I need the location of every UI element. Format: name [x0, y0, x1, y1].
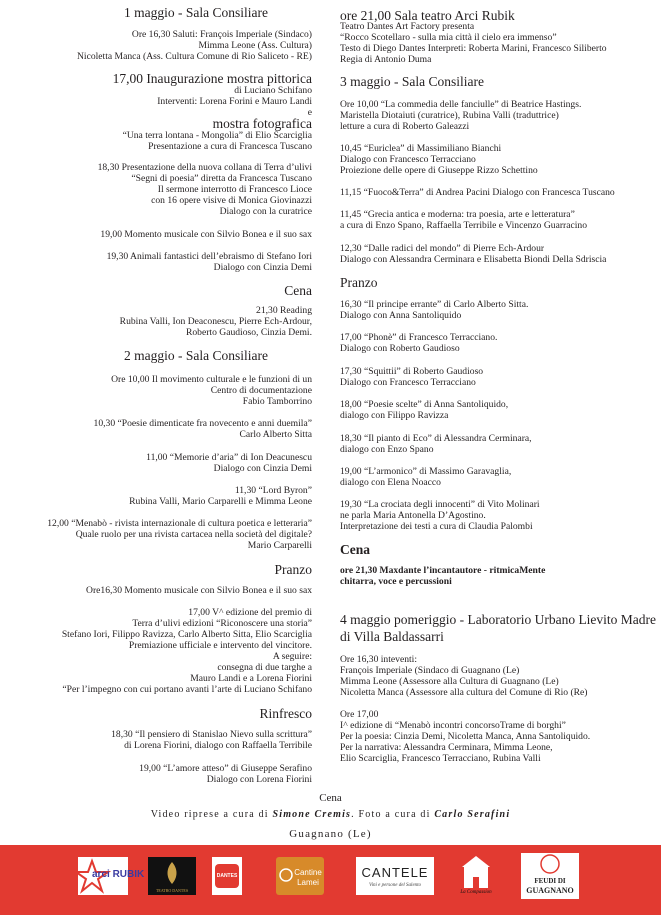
logo-teatro-dantes: [148, 857, 196, 895]
right-program-line: Proiezione delle opere di Giuseppe Rizzo Schettino: [340, 165, 538, 176]
credits-video-author: Simone Cremis: [272, 809, 352, 820]
left-program-line: di Luciano Schifano: [234, 85, 312, 96]
logo-cantele-sub: Vini e persone del Salento: [368, 883, 422, 888]
left-program-line: 19,30 Animali fantastici dell’ebraismo di Stefano Iori: [106, 251, 312, 262]
left-program-line: Nicoletta Manca (Ass. Cultura Comune di Rio Saliceto - RE): [76, 51, 312, 62]
left-program-line: 19,00 “L’amore atteso” di Giuseppe Serafino: [139, 763, 312, 774]
left-program-line: A seguire:: [272, 651, 312, 662]
right-program-line: 16,30 “Il principe errante” di Carlo Alberto Sitta.: [340, 299, 529, 310]
right-program-line: Regia di Antonio Duma: [340, 54, 432, 65]
right-program-line: ne parla Maria Antonella D’Agostino.: [340, 510, 486, 521]
logo-arci-rubik: [78, 857, 145, 895]
left-program-line: Premiazione ufficiale e intervento del vincitore.: [128, 640, 312, 651]
right-program-line: 17,30 “Squittii” di Roberto Gaudioso: [340, 366, 484, 377]
left-program-line: 2 maggio - Sala Consiliare: [124, 348, 268, 363]
right-program-line: Per la poesia: Cinzia Demi, Nicoletta Manca, Anna Santoliquido.: [340, 731, 591, 742]
credits-photo-author: Carlo Serafini: [434, 809, 511, 820]
left-program-line: Mimma Leone (Ass. Cultura): [198, 40, 312, 51]
left-program-line: Mario Carparelli: [247, 540, 312, 551]
right-program-line: ore 21,00 Sala teatro Arci Rubik: [340, 8, 515, 23]
credits-mid: . Foto a cura di: [351, 809, 435, 820]
right-program-line: François Imperiale (Sindaco di Guagnano (Le): [340, 665, 520, 676]
left-program-line: 17,00 Inaugurazione mostra pittorica: [112, 71, 312, 86]
left-program-line: con 16 opere visive di Monica Giovinazzi: [151, 195, 312, 206]
right-program-line: Dialogo con Anna Santoliquido: [340, 310, 462, 321]
right-program-line: chitarra, voce e percussioni: [340, 576, 452, 587]
right-program-line: I^ edizione di “Menabò incontri concorsoTrame di borghi”: [340, 720, 566, 731]
right-program-line: Nicoletta Manca (Assessore alla cultura del Comune di Rio (Re): [340, 687, 588, 698]
logo-arci-text: arci RUBIK: [92, 869, 145, 880]
left-program-line: Roberto Gaudioso, Cinzia Demi.: [185, 327, 312, 338]
logo-cantine-line1: Cantine: [294, 868, 322, 877]
right-program-line: dialogo con Enzo Spano: [340, 444, 434, 455]
logo-red-text: DANTES: [216, 873, 238, 879]
right-program-line: 3 maggio - Sala Consiliare: [340, 74, 484, 89]
city-label: Guagnano (Le): [289, 828, 372, 840]
left-program-line: 10,30 “Poesie dimenticate fra novecento e anni duemila”: [93, 418, 312, 429]
logo-dantes-text: TEATRO DANTES: [155, 888, 189, 893]
left-program-line: 21,30 Reading: [256, 305, 312, 316]
left-program-line: 11,00 “Memorie d’aria” di Ion Deacunescu: [146, 452, 312, 463]
left-program-line: “Per l’impegno con cui portano avanti l’arte di Luciano Schifano: [62, 684, 312, 695]
left-program-line: Ore 16,30 Saluti: François Imperiale (Sindaco): [131, 29, 312, 40]
right-program-line: Mimma Leone (Assessore alla Cultura di Guagnano (Le): [340, 676, 559, 687]
right-program-line: Elio Scarciglia, Francesco Terracciano, Rubina Valli: [340, 753, 541, 764]
right-program-line: di Villa Baldassarri: [340, 629, 444, 644]
left-program-line: 12,00 “Menabò - rivista internazionale di cultura poetica e letteraria”: [47, 518, 312, 529]
right-program-line: Teatro Dantes Art Factory presenta: [340, 21, 475, 32]
right-program-line: ore 21,30 Maxdante l’incantautore - ritmicaMente: [340, 565, 546, 576]
left-program-line: Dialogo con Cinzia Demi: [213, 262, 312, 273]
logo-feudi-line2: GUAGNANO: [526, 886, 574, 895]
closing-cena: Cena: [319, 792, 342, 804]
right-program-line: 4 maggio pomeriggio - Laboratorio Urbano Lievito Madre: [340, 612, 657, 627]
right-program-line: 19,30 “La crociata degli innocenti” di Vito Molinari: [340, 499, 540, 510]
logo-dantes-badge: [212, 857, 242, 895]
right-program-line: Testo di Diego Dantes Interpreti: Roberta Marini, Francesco Siliberto: [340, 43, 607, 54]
left-program-line: consegna di due targhe a: [217, 662, 312, 673]
logo-feudi-guagnano: [521, 853, 579, 899]
right-program-line: Interpretazione dei testi a cura di Claudia Palombi: [340, 521, 533, 532]
left-program-line: Terra d’ulivi edizioni “Riconoscere una storia”: [132, 618, 312, 629]
left-program-line: Dialogo con Cinzia Demi: [213, 463, 312, 474]
left-program-line: Carlo Alberto Sitta: [239, 429, 312, 440]
left-program-line: Mauro Landi e a Lorena Fiorini: [190, 673, 312, 684]
left-program-line: Fabio Tamborrino: [242, 396, 312, 407]
right-program-line: Cena: [340, 542, 370, 557]
right-program-line: 19,00 “L’armonico” di Massimo Garavaglia,: [340, 466, 512, 477]
right-program-line: a cura di Enzo Spano, Raffaella Terribile e Vincenzo Guarracino: [340, 220, 588, 231]
right-program-line: 11,15 “Fuoco&Terra” di Andrea Pacini Dialogo con Francesca Tuscano: [340, 187, 615, 198]
left-program-line: Quale ruolo per una rivista cartacea nella società del digitale?: [75, 529, 312, 540]
left-program-line: mostra fotografica: [212, 116, 312, 131]
left-program-line: Presentazione a cura di Francesca Tuscano: [148, 141, 312, 152]
right-program-line: “Rocco Scotellaro - sulla mia città il cielo era immenso”: [340, 32, 557, 43]
right-program-line: dialogo con Elena Noacco: [340, 477, 441, 488]
logo-cantele-text: CANTELE: [361, 865, 429, 880]
right-program-line: Pranzo: [340, 275, 378, 290]
left-program-line: Cena: [284, 283, 312, 298]
left-program-line: Rubina Valli, Ion Deaconescu, Pierre Ech-Ardour,: [119, 316, 312, 327]
left-program-line: Ore16,30 Momento musicale con Silvio Bonea e il suo sax: [86, 585, 312, 596]
left-program-line: 18,30 “Il pensiero di Stanislao Nievo sulla scrittura”: [111, 729, 312, 740]
left-program-line: “Segni di poesia” diretta da Francesca Tuscano: [131, 173, 312, 184]
left-program-line: Interventi: Lorena Forini e Mauro Landi: [157, 96, 312, 107]
logo-cantine-lamei: [276, 857, 324, 895]
logo-compassion: [456, 852, 496, 898]
credits-line: [0, 809, 661, 820]
left-program-line: e: [307, 107, 312, 118]
right-program-line: Ore 17,00: [340, 709, 379, 720]
left-program-line: 11,30 “Lord Byron”: [234, 485, 312, 496]
right-program-line: letture a cura di Roberto Galeazzi: [340, 121, 470, 132]
logo-cantele: [356, 857, 434, 895]
right-program-line: Ore 16,30 inteventi:: [340, 654, 417, 665]
left-program-line: Ore 10,00 Il movimento culturale e le funzioni di un: [111, 374, 312, 385]
right-program-line: 18,00 “Poesie scelte” di Anna Santoliquido,: [340, 399, 509, 410]
right-program-line: Dialogo con Alessandra Cerminara e Elisabetta Biondi Della Sdriscia: [340, 254, 607, 265]
credits-prefix: Video riprese a cura di: [150, 809, 273, 820]
right-program-line: 10,45 “Euriclea” di Massimiliano Bianchi: [340, 143, 502, 154]
left-program-line: 18,30 Presentazione della nuova collana di Terra d’ulivi: [97, 162, 312, 173]
left-program-line: Stefano Iori, Filippo Ravizza, Carlo Alberto Sitta, Elio Scarciglia: [61, 629, 312, 640]
crest-icon: [521, 853, 579, 875]
left-program-line: Rubina Valli, Mario Carparelli e Mimma Leone: [129, 496, 312, 507]
left-program-line: Centro di documentazione: [210, 385, 312, 396]
left-program-line: Il sermone interrotto di Francesco Lioce: [157, 184, 312, 195]
left-program-line: “Una terra lontana - Mongolia” di Elio Scarciglia: [122, 130, 312, 141]
right-program-line: 11,45 “Grecia antica e moderna: tra poesia, arte e letteratura”: [340, 209, 575, 220]
left-program-line: Dialogo con la curatrice: [219, 206, 312, 217]
left-program-line: Pranzo: [274, 562, 312, 577]
logo-cantine-line2: Lamei: [297, 878, 319, 887]
church-icon: [456, 852, 496, 892]
left-program-line: 17,00 V^ edizione del premio di: [188, 607, 312, 618]
left-program-line: 19,00 Momento musicale con Silvio Bonea e il suo sax: [100, 229, 312, 240]
right-program-line: Maristella Diotaiuti (curatrice), Rubina Valli (traduttrice): [340, 110, 559, 121]
left-program-line: di Lorena Fiorini, dialogo con Raffaella Terribile: [124, 740, 312, 751]
right-program-line: Per la narrativa: Alessandra Cerminara, Mimma Leone,: [340, 742, 553, 753]
left-program-line: Rinfresco: [259, 706, 312, 721]
right-program-line: Dialogo con Roberto Gaudioso: [340, 343, 460, 354]
right-program-line: Dialogo con Francesco Terracciano: [340, 377, 476, 388]
right-program-line: Ore 10,00 “La commedia delle fanciulle” di Beatrice Hastings.: [340, 99, 582, 110]
right-program-line: Dialogo con Francesco Terracciano: [340, 154, 476, 165]
logo-compassion-text: La Compassion: [460, 890, 492, 895]
left-program-line: 1 maggio - Sala Consiliare: [124, 5, 268, 20]
left-program-line: Dialogo con Lorena Fiorini: [206, 774, 312, 785]
logo-feudi-line1: FEUDI DI: [534, 877, 566, 885]
right-program-line: 17,00 “Phonè” di Francesco Terracciano.: [340, 332, 498, 343]
right-program-line: 18,30 “Il pianto di Eco” di Alessandra Cerminara,: [340, 433, 532, 444]
right-program-line: 12,30 “Dalle radici del mondo” di Pierre Ech-Ardour: [340, 243, 545, 254]
right-program-line: dialogo con Filippo Ravizza: [340, 410, 449, 421]
